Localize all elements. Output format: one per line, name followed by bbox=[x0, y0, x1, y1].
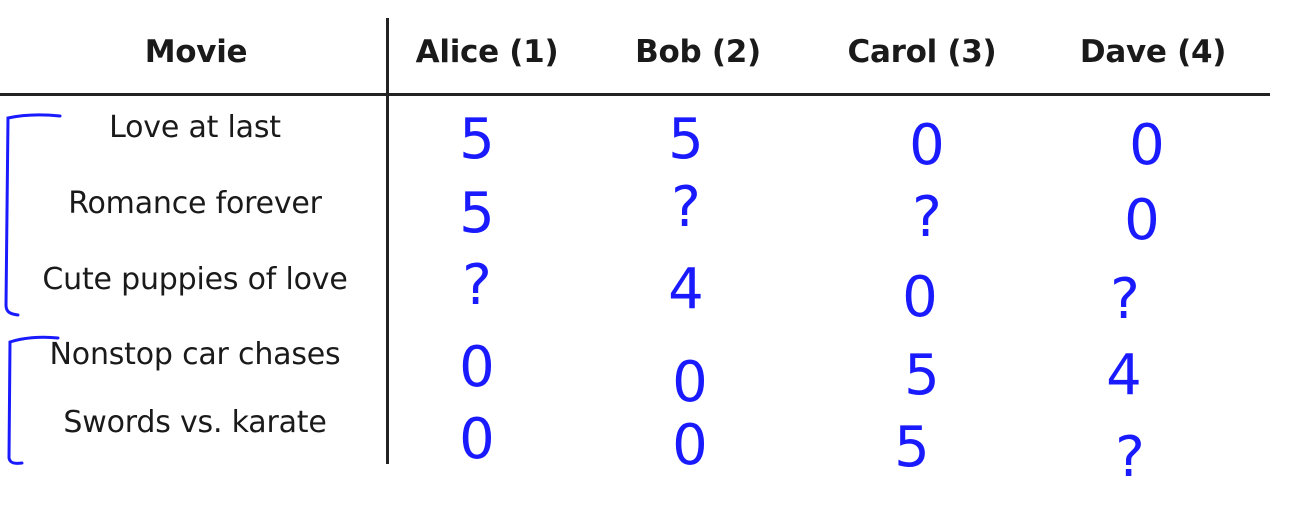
column-divider bbox=[386, 18, 389, 464]
rating-alice: 0 bbox=[459, 407, 495, 472]
rating-alice: 0 bbox=[459, 335, 495, 400]
rating-dave: ? bbox=[1115, 425, 1145, 490]
header-divider bbox=[0, 93, 1270, 96]
rating-dave: 0 bbox=[1124, 188, 1160, 253]
rating-carol: ? bbox=[912, 185, 942, 250]
movie-title: Cute puppies of love bbox=[42, 262, 348, 297]
rating-carol: 5 bbox=[904, 343, 940, 408]
header-movie: Movie bbox=[144, 34, 248, 70]
movie-title: Nonstop car chases bbox=[49, 337, 341, 372]
rating-bob: 5 bbox=[668, 107, 704, 172]
rating-alice: 5 bbox=[459, 107, 495, 172]
rating-carol: 0 bbox=[902, 265, 938, 330]
rating-bob: ? bbox=[671, 175, 701, 240]
movie-title: Love at last bbox=[109, 110, 281, 145]
rating-dave: ? bbox=[1110, 267, 1140, 332]
rating-alice: 5 bbox=[459, 181, 495, 246]
rating-alice: ? bbox=[462, 253, 492, 318]
movie-title: Romance forever bbox=[68, 186, 322, 221]
rating-bob: 0 bbox=[672, 413, 708, 478]
rating-dave: 4 bbox=[1106, 343, 1142, 408]
header-dave: Dave (4) bbox=[1079, 34, 1227, 70]
header-bob: Bob (2) bbox=[635, 34, 761, 70]
header-alice: Alice (1) bbox=[415, 34, 559, 70]
rating-carol: 0 bbox=[909, 113, 945, 178]
rating-bob: 0 bbox=[672, 350, 708, 415]
header-carol: Carol (3) bbox=[847, 34, 997, 70]
rating-bob: 4 bbox=[668, 257, 704, 322]
movie-title: Swords vs. karate bbox=[63, 405, 327, 440]
rating-carol: 5 bbox=[894, 415, 930, 480]
rating-dave: 0 bbox=[1129, 113, 1165, 178]
